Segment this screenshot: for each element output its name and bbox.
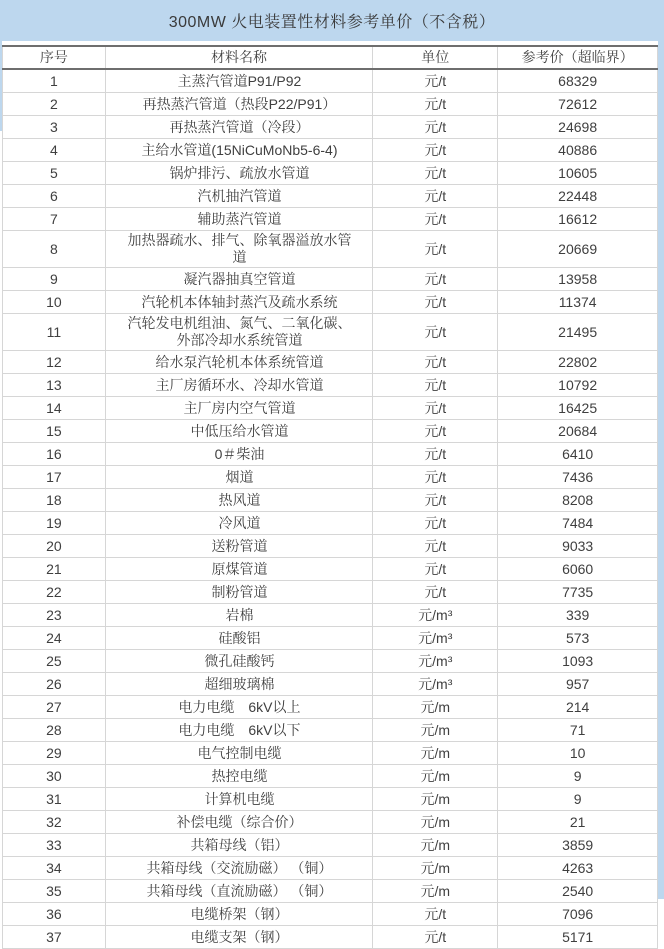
cell-name: 共箱母线（铝） — [105, 834, 372, 857]
cell-unit: 元/t — [373, 93, 498, 116]
column-header: 材料名称 — [105, 46, 372, 69]
table-row — [3, 719, 658, 742]
table-row — [3, 880, 658, 903]
cell-no: 20 — [3, 535, 106, 558]
cell-price: 13958 — [498, 268, 658, 291]
table-row — [3, 811, 658, 834]
cell-price: 8208 — [498, 489, 658, 512]
table-title-bar — [0, 0, 664, 41]
table-row — [3, 788, 658, 811]
table-row — [3, 926, 658, 949]
cell-name: 冷风道 — [105, 512, 372, 535]
cell-no: 6 — [3, 185, 106, 208]
cell-unit: 元/m — [373, 880, 498, 903]
table-row — [3, 231, 658, 268]
cell-price: 72612 — [498, 93, 658, 116]
cell-price: 1093 — [498, 650, 658, 673]
table-row — [3, 650, 658, 673]
table-row — [3, 139, 658, 162]
cell-no: 16 — [3, 443, 106, 466]
cell-unit: 元/t — [373, 314, 498, 351]
table-row — [3, 558, 658, 581]
cell-price: 10605 — [498, 162, 658, 185]
table-row — [3, 397, 658, 420]
cell-price: 68329 — [498, 69, 658, 93]
table-row — [3, 268, 658, 291]
cell-name: 送粉管道 — [105, 535, 372, 558]
cell-name: 电力电缆 6kV以上 — [105, 696, 372, 719]
table-row — [3, 673, 658, 696]
cell-no: 34 — [3, 857, 106, 880]
page-title: 300MW 火电装置性材料参考单价（不含税） — [168, 14, 496, 31]
column-header: 序号 — [3, 46, 106, 69]
cell-no: 27 — [3, 696, 106, 719]
table-row — [3, 185, 658, 208]
cell-name: 加热器疏水、排气、除氧器溢放水管道 — [105, 231, 372, 268]
cell-price: 22448 — [498, 185, 658, 208]
cell-unit: 元/m — [373, 765, 498, 788]
cell-no: 32 — [3, 811, 106, 834]
cell-name: 汽机抽汽管道 — [105, 185, 372, 208]
table-row — [3, 857, 658, 880]
table-row — [3, 627, 658, 650]
table-row — [3, 443, 658, 466]
cell-name: 烟道 — [105, 466, 372, 489]
header-row — [3, 46, 658, 69]
cell-price: 6060 — [498, 558, 658, 581]
cell-name: 主厂房循环水、冷却水管道 — [105, 374, 372, 397]
cell-no: 7 — [3, 208, 106, 231]
cell-no: 23 — [3, 604, 106, 627]
table-row — [3, 765, 658, 788]
cell-no: 5 — [3, 162, 106, 185]
cell-no: 28 — [3, 719, 106, 742]
cell-unit: 元/t — [373, 268, 498, 291]
cell-price: 24698 — [498, 116, 658, 139]
cell-price: 7096 — [498, 903, 658, 926]
cell-unit: 元/m³ — [373, 604, 498, 627]
cell-unit: 元/t — [373, 397, 498, 420]
cell-name: 主厂房内空气管道 — [105, 397, 372, 420]
cell-price: 7436 — [498, 466, 658, 489]
cell-name: 热风道 — [105, 489, 372, 512]
cell-name: 热控电缆 — [105, 765, 372, 788]
cell-name: 硅酸铝 — [105, 627, 372, 650]
cell-unit: 元/m — [373, 834, 498, 857]
cell-unit: 元/t — [373, 466, 498, 489]
cell-no: 30 — [3, 765, 106, 788]
cell-unit: 元/m³ — [373, 627, 498, 650]
cell-unit: 元/m — [373, 742, 498, 765]
cell-name: 0＃柴油 — [105, 443, 372, 466]
table-row — [3, 93, 658, 116]
cell-name: 主蒸汽管道P91/P92 — [105, 69, 372, 93]
cell-name: 共箱母线（直流励磁） （铜） — [105, 880, 372, 903]
cell-unit: 元/m³ — [373, 650, 498, 673]
cell-unit: 元/t — [373, 558, 498, 581]
cell-name: 补偿电缆（综合价） — [105, 811, 372, 834]
cell-name: 电缆桥架（钢） — [105, 903, 372, 926]
cell-price: 16425 — [498, 397, 658, 420]
cell-price: 21 — [498, 811, 658, 834]
cell-unit: 元/t — [373, 903, 498, 926]
table-body — [3, 69, 658, 949]
cell-price: 214 — [498, 696, 658, 719]
cell-price: 10792 — [498, 374, 658, 397]
cell-unit: 元/t — [373, 420, 498, 443]
table-row — [3, 116, 658, 139]
cell-price: 9 — [498, 765, 658, 788]
cell-name: 辅助蒸汽管道 — [105, 208, 372, 231]
cell-no: 24 — [3, 627, 106, 650]
cell-price: 573 — [498, 627, 658, 650]
table-row — [3, 604, 658, 627]
table-row — [3, 351, 658, 374]
cell-no: 35 — [3, 880, 106, 903]
cell-unit: 元/m³ — [373, 673, 498, 696]
cell-unit: 元/t — [373, 69, 498, 93]
cell-no: 4 — [3, 139, 106, 162]
table-row — [3, 208, 658, 231]
cell-no: 36 — [3, 903, 106, 926]
cell-no: 25 — [3, 650, 106, 673]
cell-unit: 元/t — [373, 185, 498, 208]
cell-price: 20684 — [498, 420, 658, 443]
table-row — [3, 466, 658, 489]
table-row — [3, 374, 658, 397]
cell-unit: 元/t — [373, 489, 498, 512]
cell-name: 再热蒸汽管道（热段P22/P91） — [105, 93, 372, 116]
cell-price: 40886 — [498, 139, 658, 162]
cell-no: 11 — [3, 314, 106, 351]
cell-unit: 元/t — [373, 139, 498, 162]
table-row — [3, 834, 658, 857]
cell-no: 3 — [3, 116, 106, 139]
cell-no: 10 — [3, 291, 106, 314]
cell-name: 汽轮发电机组油、氮气、二氧化碳、外部冷却水系统管道 — [105, 314, 372, 351]
cell-unit: 元/t — [373, 162, 498, 185]
cell-name: 超细玻璃棉 — [105, 673, 372, 696]
right-margin-strip — [658, 0, 664, 899]
cell-name: 微孔硅酸钙 — [105, 650, 372, 673]
cell-no: 26 — [3, 673, 106, 696]
cell-no: 17 — [3, 466, 106, 489]
cell-no: 31 — [3, 788, 106, 811]
cell-no: 22 — [3, 581, 106, 604]
left-margin-strip — [0, 0, 2, 131]
cell-no: 21 — [3, 558, 106, 581]
cell-name: 共箱母线（交流励磁） （铜） — [105, 857, 372, 880]
cell-unit: 元/t — [373, 374, 498, 397]
cell-unit: 元/t — [373, 535, 498, 558]
column-header: 单位 — [373, 46, 498, 69]
cell-no: 19 — [3, 512, 106, 535]
cell-unit: 元/t — [373, 231, 498, 268]
table-row — [3, 535, 658, 558]
cell-price: 16612 — [498, 208, 658, 231]
cell-unit: 元/m — [373, 811, 498, 834]
cell-no: 29 — [3, 742, 106, 765]
table-row — [3, 696, 658, 719]
cell-unit: 元/t — [373, 926, 498, 949]
cell-name: 岩棉 — [105, 604, 372, 627]
cell-unit: 元/t — [373, 443, 498, 466]
cell-unit: 元/m — [373, 788, 498, 811]
cell-no: 2 — [3, 93, 106, 116]
cell-price: 2540 — [498, 880, 658, 903]
cell-name: 原煤管道 — [105, 558, 372, 581]
cell-price: 21495 — [498, 314, 658, 351]
cell-name: 凝汽器抽真空管道 — [105, 268, 372, 291]
cell-price: 7735 — [498, 581, 658, 604]
cell-name: 锅炉排污、疏放水管道 — [105, 162, 372, 185]
table-row — [3, 69, 658, 93]
cell-name: 中低压给水管道 — [105, 420, 372, 443]
cell-name: 电力电缆 6kV以下 — [105, 719, 372, 742]
table-row — [3, 742, 658, 765]
cell-unit: 元/t — [373, 581, 498, 604]
cell-price: 9 — [498, 788, 658, 811]
cell-no: 9 — [3, 268, 106, 291]
cell-unit: 元/t — [373, 208, 498, 231]
cell-unit: 元/m — [373, 696, 498, 719]
cell-unit: 元/t — [373, 116, 498, 139]
cell-price: 20669 — [498, 231, 658, 268]
cell-no: 33 — [3, 834, 106, 857]
column-header: 参考价（超临界） — [498, 46, 658, 69]
cell-price: 339 — [498, 604, 658, 627]
table-row — [3, 291, 658, 314]
cell-no: 1 — [3, 69, 106, 93]
cell-no: 14 — [3, 397, 106, 420]
cell-no: 13 — [3, 374, 106, 397]
cell-name: 再热蒸汽管道（冷段） — [105, 116, 372, 139]
cell-unit: 元/m — [373, 719, 498, 742]
cell-price: 11374 — [498, 291, 658, 314]
table-row — [3, 420, 658, 443]
cell-price: 22802 — [498, 351, 658, 374]
table-row — [3, 162, 658, 185]
cell-no: 37 — [3, 926, 106, 949]
table-row — [3, 903, 658, 926]
cell-price: 9033 — [498, 535, 658, 558]
cell-no: 18 — [3, 489, 106, 512]
table-row — [3, 581, 658, 604]
cell-unit: 元/t — [373, 291, 498, 314]
cell-no: 8 — [3, 231, 106, 268]
cell-no: 12 — [3, 351, 106, 374]
cell-price: 10 — [498, 742, 658, 765]
cell-name: 主给水管道(15NiCuMoNb5-6-4) — [105, 139, 372, 162]
cell-price: 957 — [498, 673, 658, 696]
cell-price: 4263 — [498, 857, 658, 880]
cell-price: 6410 — [498, 443, 658, 466]
cell-name: 电缆支架（钢） — [105, 926, 372, 949]
table-row — [3, 512, 658, 535]
material-price-table — [2, 45, 658, 949]
cell-no: 15 — [3, 420, 106, 443]
cell-unit: 元/t — [373, 351, 498, 374]
cell-name: 汽轮机本体轴封蒸汽及疏水系统 — [105, 291, 372, 314]
table-row — [3, 314, 658, 351]
cell-name: 电气控制电缆 — [105, 742, 372, 765]
cell-name: 制粉管道 — [105, 581, 372, 604]
cell-unit: 元/m — [373, 857, 498, 880]
table-row — [3, 489, 658, 512]
cell-name: 计算机电缆 — [105, 788, 372, 811]
cell-price: 5171 — [498, 926, 658, 949]
cell-price: 71 — [498, 719, 658, 742]
cell-name: 给水泵汽轮机本体系统管道 — [105, 351, 372, 374]
cell-unit: 元/t — [373, 512, 498, 535]
cell-price: 3859 — [498, 834, 658, 857]
cell-price: 7484 — [498, 512, 658, 535]
